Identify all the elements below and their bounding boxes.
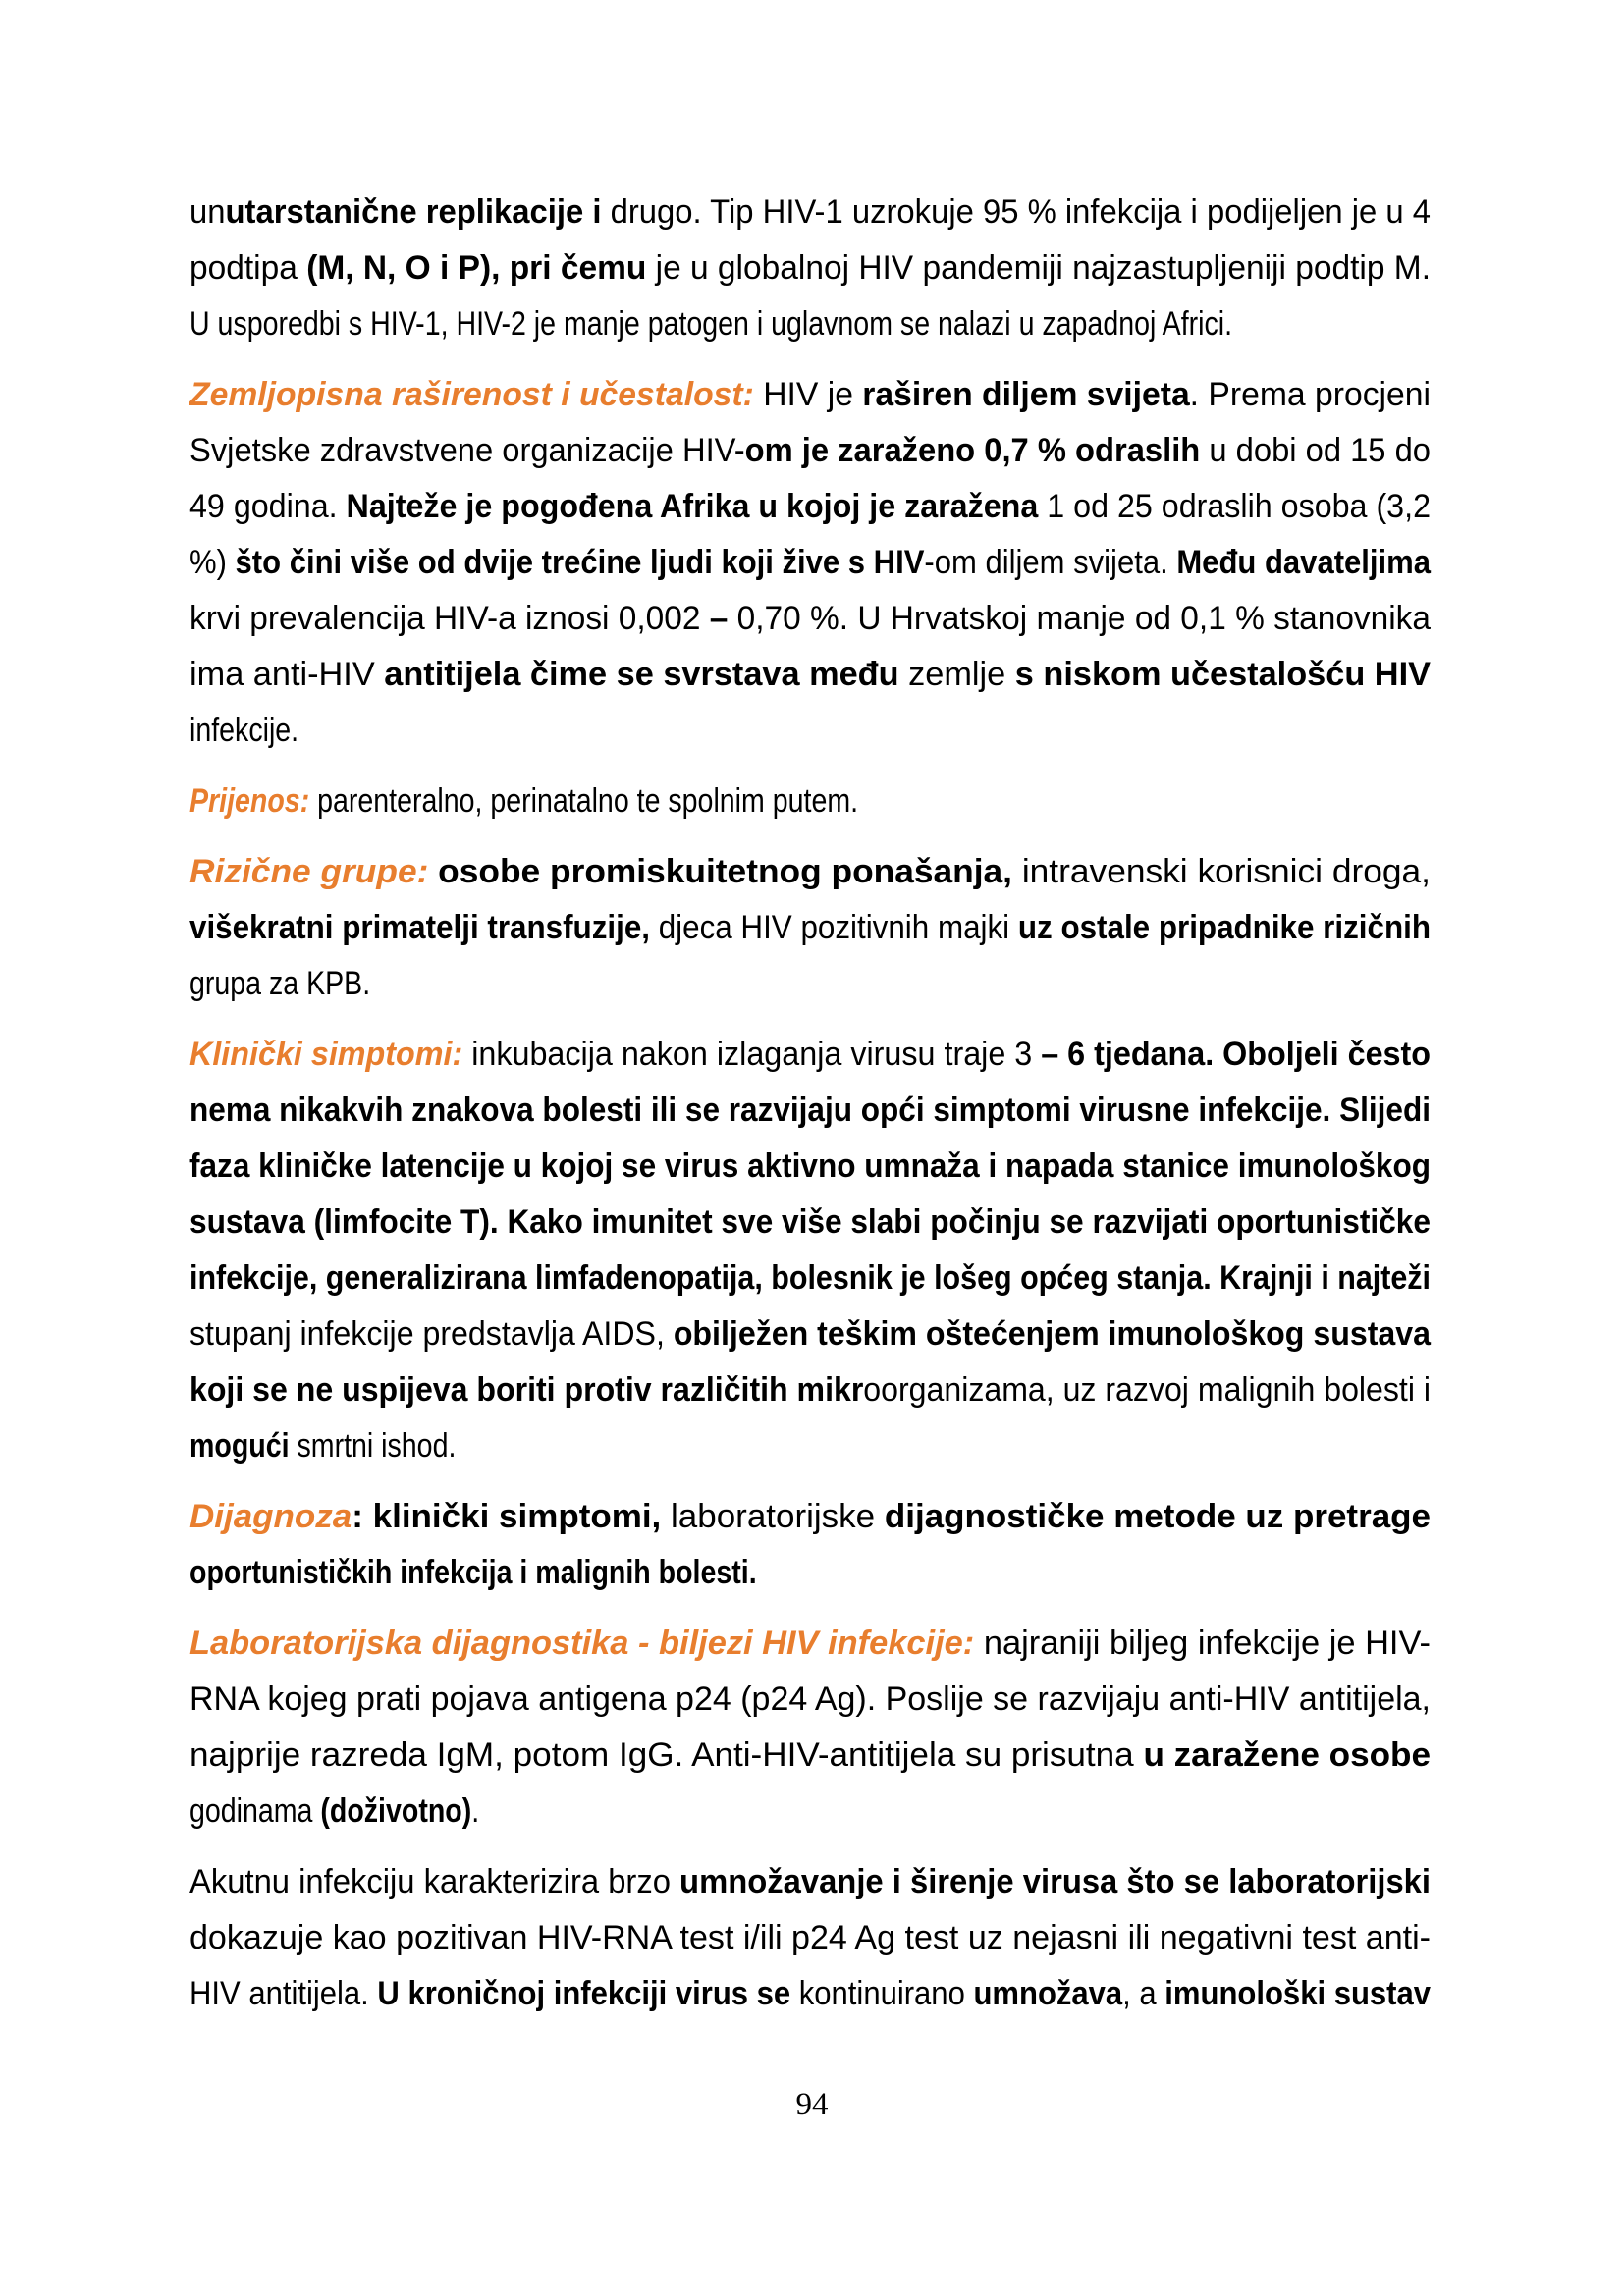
text-line xyxy=(189,1616,1431,1672)
text-segment: zemlje xyxy=(908,656,1015,693)
text-line-content xyxy=(189,1854,1431,1910)
text-line-content xyxy=(189,900,1431,956)
text-line xyxy=(189,423,1431,479)
text-segment: obilježen teškim oštećenjem imunološkog sustava xyxy=(673,1315,1431,1353)
text-line-content xyxy=(189,423,1431,479)
section-heading: Dijagnoza xyxy=(189,1498,352,1535)
text-segment: mogući xyxy=(189,1427,290,1465)
text-line-content xyxy=(189,479,1431,535)
section-heading: Prijenos: xyxy=(189,782,310,820)
document-body xyxy=(189,185,1431,2037)
text-line-content xyxy=(189,1672,1431,1728)
text-segment: sustava (limfocite T). Kako imunitet sve više slabi počinju se razvijati oportunističke xyxy=(189,1203,1431,1241)
text-segment: djeca HIV pozitivnih majki xyxy=(650,909,1018,946)
text-segment: Među davateljima xyxy=(1176,544,1431,581)
text-segment: 49 godina. xyxy=(189,488,347,525)
text-segment: višekratni primatelji transfuzije, xyxy=(189,909,651,946)
text-line-content xyxy=(189,1307,1431,1362)
text-segment: , a xyxy=(1122,1975,1165,2012)
text-segment: 1 od 25 odraslih osoba (3,2 xyxy=(1038,488,1431,525)
text-line-content xyxy=(189,647,1431,703)
text-segment: godinama xyxy=(189,1792,321,1830)
text-line-content xyxy=(189,1083,1431,1139)
text-line-content xyxy=(189,774,858,829)
text-line-content xyxy=(189,844,1431,900)
text-line xyxy=(189,1854,1431,1910)
text-segment: nema nikakvih znakova bolesti ili se razvijaju opći simptomi virusne infekcije. Slijedi xyxy=(189,1092,1431,1129)
text-segment: drugo. Tip HIV-1 uzrokuje 95 % infekcija i podijeljen je u 4 xyxy=(601,193,1431,231)
text-line xyxy=(189,1139,1431,1195)
text-line-content xyxy=(189,1418,456,1474)
text-segment: imunološki sustav xyxy=(1164,1975,1431,2012)
text-segment: antitijela čime se svrstava među xyxy=(384,656,909,693)
text-line-content xyxy=(189,703,298,759)
text-line xyxy=(189,535,1431,591)
paragraph xyxy=(189,185,1431,352)
text-segment: dijagnostičke metode uz pretrage xyxy=(884,1498,1431,1535)
text-segment: infekcije, generalizirana limfadenopatija, bolesnik je lošeg općeg stanja. Krajnji i najteži xyxy=(189,1259,1431,1297)
text-line-content xyxy=(189,296,1232,352)
text-segment: najprije razreda IgM, potom IgG. Anti-HIV-antitijela su prisutna xyxy=(189,1736,1144,1774)
paragraph xyxy=(189,367,1431,759)
text-segment: %) xyxy=(189,544,236,581)
text-segment: oportunističkih infekcija i malignih bolesti. xyxy=(189,1554,757,1591)
text-segment: RNA kojeg prati pojava antigena p24 (p24 Ag). Poslije se razvijaju anti-HIV antitijela, xyxy=(189,1681,1431,1718)
text-line-content xyxy=(189,1728,1431,1784)
text-line xyxy=(189,1418,1431,1474)
text-segment: Akutnu infekciju karakterizira brzo xyxy=(189,1863,680,1900)
text-segment: un xyxy=(189,193,226,231)
text-line xyxy=(189,956,1431,1012)
text-line-content xyxy=(189,1966,1431,2022)
text-line xyxy=(189,479,1431,535)
text-segment: grupa za KPB. xyxy=(189,965,371,1002)
text-line xyxy=(189,900,1431,956)
text-line-content xyxy=(189,1251,1431,1307)
text-segment: HIV antitijela. xyxy=(189,1975,378,2012)
text-segment: je u globalnoj HIV pandemiji najzastupljeniji podtip M. xyxy=(655,249,1431,287)
section-heading: Zemljopisna raširenost i učestalost: xyxy=(189,376,754,413)
text-segment: parenteralno, perinatalno te spolnim putem. xyxy=(309,782,859,820)
text-line xyxy=(189,367,1431,423)
text-segment: – 6 tjedana. Oboljeli često xyxy=(1041,1036,1431,1073)
text-segment: podtipa xyxy=(189,249,307,287)
text-segment: om je zaraženo 0,7 % odraslih xyxy=(744,432,1201,469)
text-line xyxy=(189,185,1431,240)
text-line-content xyxy=(189,367,1431,423)
text-line-content xyxy=(189,535,1431,591)
text-line xyxy=(189,1489,1431,1545)
text-segment: umnožava xyxy=(973,1975,1123,2012)
text-segment: . xyxy=(471,1792,480,1830)
text-segment: ima anti-HIV xyxy=(189,656,385,693)
text-line-content xyxy=(189,1489,1431,1545)
text-segment: inkubacija nakon izlaganja virusu traje 3 xyxy=(462,1036,1042,1073)
text-line xyxy=(189,1195,1431,1251)
text-line xyxy=(189,1027,1431,1083)
text-line xyxy=(189,1251,1431,1307)
text-segment: što čini više od dvije trećine ljudi koji žive s HIV xyxy=(235,544,925,581)
text-segment: (doživotno) xyxy=(320,1792,472,1830)
text-line xyxy=(189,296,1431,352)
text-segment: oorganizama, uz razvoj malignih bolesti i xyxy=(863,1371,1431,1409)
text-segment: u zaražene osobe xyxy=(1143,1736,1431,1774)
text-segment: stupanj infekcije predstavlja AIDS, xyxy=(189,1315,674,1353)
text-line-content xyxy=(189,1910,1431,1966)
text-line-content xyxy=(189,1616,1431,1672)
text-line xyxy=(189,1083,1431,1139)
text-segment: klinički simptomi, xyxy=(372,1498,662,1535)
text-line xyxy=(189,1672,1431,1728)
text-line-content xyxy=(189,1784,479,1840)
text-line xyxy=(189,1307,1431,1362)
text-line-content xyxy=(189,591,1431,647)
text-line xyxy=(189,774,1431,829)
text-segment: kontinuirano xyxy=(790,1975,974,2012)
text-segment: koji se ne uspijeva boriti protiv različitih mikr xyxy=(189,1371,864,1409)
text-line-content xyxy=(189,1195,1431,1251)
text-line-content xyxy=(189,240,1431,296)
text-line xyxy=(189,240,1431,296)
text-line xyxy=(189,1728,1431,1784)
text-segment: s niskom učestalošću HIV xyxy=(1014,656,1431,693)
text-line xyxy=(189,844,1431,900)
text-line xyxy=(189,703,1431,759)
text-segment: . Prema procjeni xyxy=(1189,376,1431,413)
text-line xyxy=(189,1362,1431,1418)
section-heading: Rizične grupe: xyxy=(189,853,439,890)
text-line xyxy=(189,1545,1431,1601)
text-line-content xyxy=(189,1027,1431,1083)
text-segment: 0,70 %. U Hrvatskoj manje od 0,1 % stanovnika xyxy=(728,600,1431,637)
text-segment: : xyxy=(352,1498,373,1535)
text-line xyxy=(189,1966,1431,2022)
text-segment: dokazuje kao pozitivan HIV-RNA test i/ili p24 Ag test uz nejasni ili negativni test anti- xyxy=(189,1919,1432,1956)
text-segment: intravenski korisnici droga, xyxy=(1012,853,1431,890)
text-segment: -om diljem svijeta. xyxy=(924,544,1177,581)
paragraph xyxy=(189,1616,1431,1840)
text-segment: – xyxy=(709,600,729,637)
text-segment: faza kliničke latencije u kojoj se virus aktivno umnaža i napada stanice imunološkog xyxy=(189,1148,1431,1185)
paragraph xyxy=(189,1489,1431,1601)
text-segment: utarstanične replikacije i xyxy=(225,193,602,231)
text-line xyxy=(189,1784,1431,1840)
paragraph xyxy=(189,774,1431,829)
text-segment: Najteže je pogođena Afrika u kojoj je zaražena xyxy=(346,488,1039,525)
text-segment: u dobi od 15 do xyxy=(1200,432,1431,469)
page-number: 94 xyxy=(795,2087,829,2122)
paragraph xyxy=(189,844,1431,1012)
text-line-content xyxy=(189,956,370,1012)
text-segment: U kroničnoj infekciji virus se xyxy=(377,1975,791,2012)
text-segment: Svjetske zdravstvene organizacije HIV- xyxy=(189,432,745,469)
text-segment: laboratorijske xyxy=(661,1498,885,1535)
text-segment: krvi prevalencija HIV-a iznosi 0,002 xyxy=(189,600,710,637)
text-segment: najraniji biljeg infekcije je HIV- xyxy=(974,1625,1431,1662)
text-line-content xyxy=(189,1362,1431,1418)
text-segment: HIV je xyxy=(753,376,863,413)
text-line xyxy=(189,647,1431,703)
text-line-content xyxy=(189,185,1431,240)
text-segment: uz ostale pripadnike rizičnih xyxy=(1017,909,1431,946)
text-line xyxy=(189,591,1431,647)
paragraph xyxy=(189,1854,1431,2022)
text-segment: infekcije. xyxy=(189,712,299,749)
text-segment: umnožavanje i širenje virusa što se laboratorijski xyxy=(679,1863,1431,1900)
text-segment: osobe promiskuitetnog ponašanja, xyxy=(438,853,1013,890)
text-segment: U usporedbi s HIV-1, HIV-2 je manje patogen i uglavnom se nalazi u zapadnoj Africi. xyxy=(189,305,1233,343)
text-line-content xyxy=(189,1545,757,1601)
text-line-content xyxy=(189,1139,1431,1195)
paragraph xyxy=(189,1027,1431,1474)
text-segment: smrtni ishod. xyxy=(289,1427,457,1465)
text-segment: raširen diljem svijeta xyxy=(862,376,1190,413)
section-heading: Laboratorijska dijagnostika - biljezi HIV infekcije: xyxy=(189,1625,975,1662)
section-heading: Klinički simptomi: xyxy=(189,1036,463,1073)
text-segment: (M, N, O i P), pri čemu xyxy=(306,249,656,287)
text-line xyxy=(189,1910,1431,1966)
